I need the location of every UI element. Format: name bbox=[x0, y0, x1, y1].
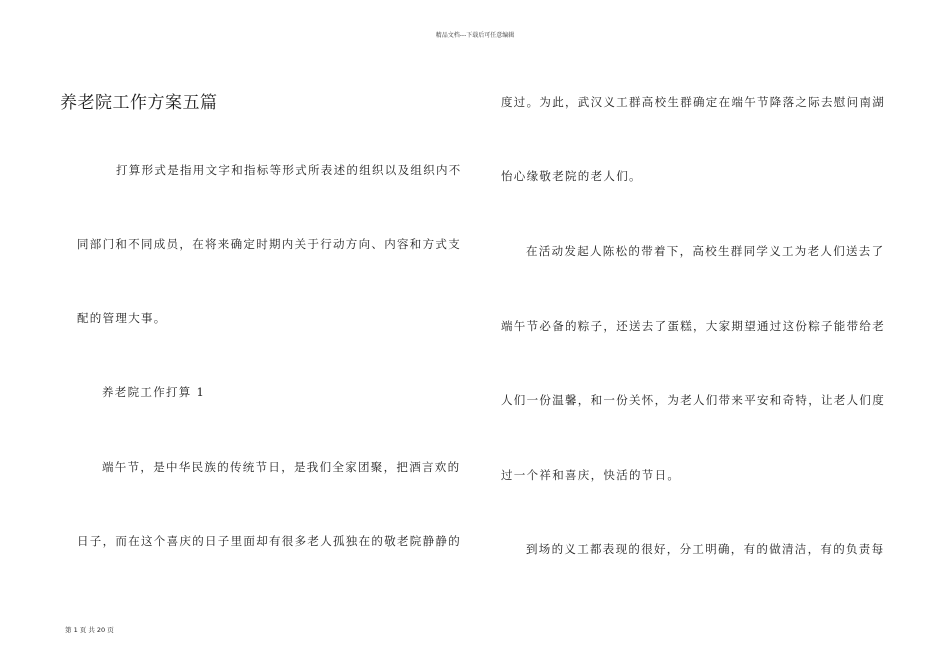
paragraph-line: 怡心缘敬老院的老人们。 bbox=[501, 169, 642, 183]
paragraph-line: 端午节，是中华民族的传统节日，是我们全家团聚，把酒言欢的 bbox=[102, 460, 461, 474]
paragraph-line: 度过。为此，武汉义工群高校生群确定在端午节降落之际去慰问南湖 bbox=[501, 95, 885, 109]
paragraph-line: 端午节必备的粽子，还送去了蛋糕，大家期望通过这份粽子能带给老 bbox=[501, 319, 885, 333]
paragraph-line: 日子，而在这个喜庆的日子里面却有很多老人孤独在的敬老院静静的 bbox=[77, 534, 461, 548]
page-header: 精品文档---下载后可任意编辑 bbox=[435, 32, 515, 39]
page-number: 第 1 页 共 20 页 bbox=[65, 626, 114, 634]
paragraph-line: 人们一份温馨，和一份关怀，为老人们带来平安和奇特，让老人们度 bbox=[501, 393, 885, 407]
paragraph-line: 在活动发起人陈松的带着下，高校生群同学义工为老人们送去了 bbox=[526, 244, 885, 258]
paragraph-line: 过一个祥和喜庆，快活的节日。 bbox=[501, 468, 681, 482]
paragraph-line: 打算形式是指用文字和指标等形式所表述的组织以及组织内不 bbox=[116, 163, 462, 177]
paragraph-line: 到场的义工都表现的很好，分工明确，有的做清洁，有的负责每 bbox=[526, 542, 885, 556]
paragraph-line: 同部门和不同成员，在将来确定时期内关于行动方向、内容和方式支 bbox=[77, 237, 461, 251]
document-title: 养老院工作方案五篇 bbox=[60, 93, 218, 113]
section-heading: 养老院工作打算 1 bbox=[102, 385, 206, 399]
paragraph-line: 配的管理大事。 bbox=[77, 311, 167, 325]
